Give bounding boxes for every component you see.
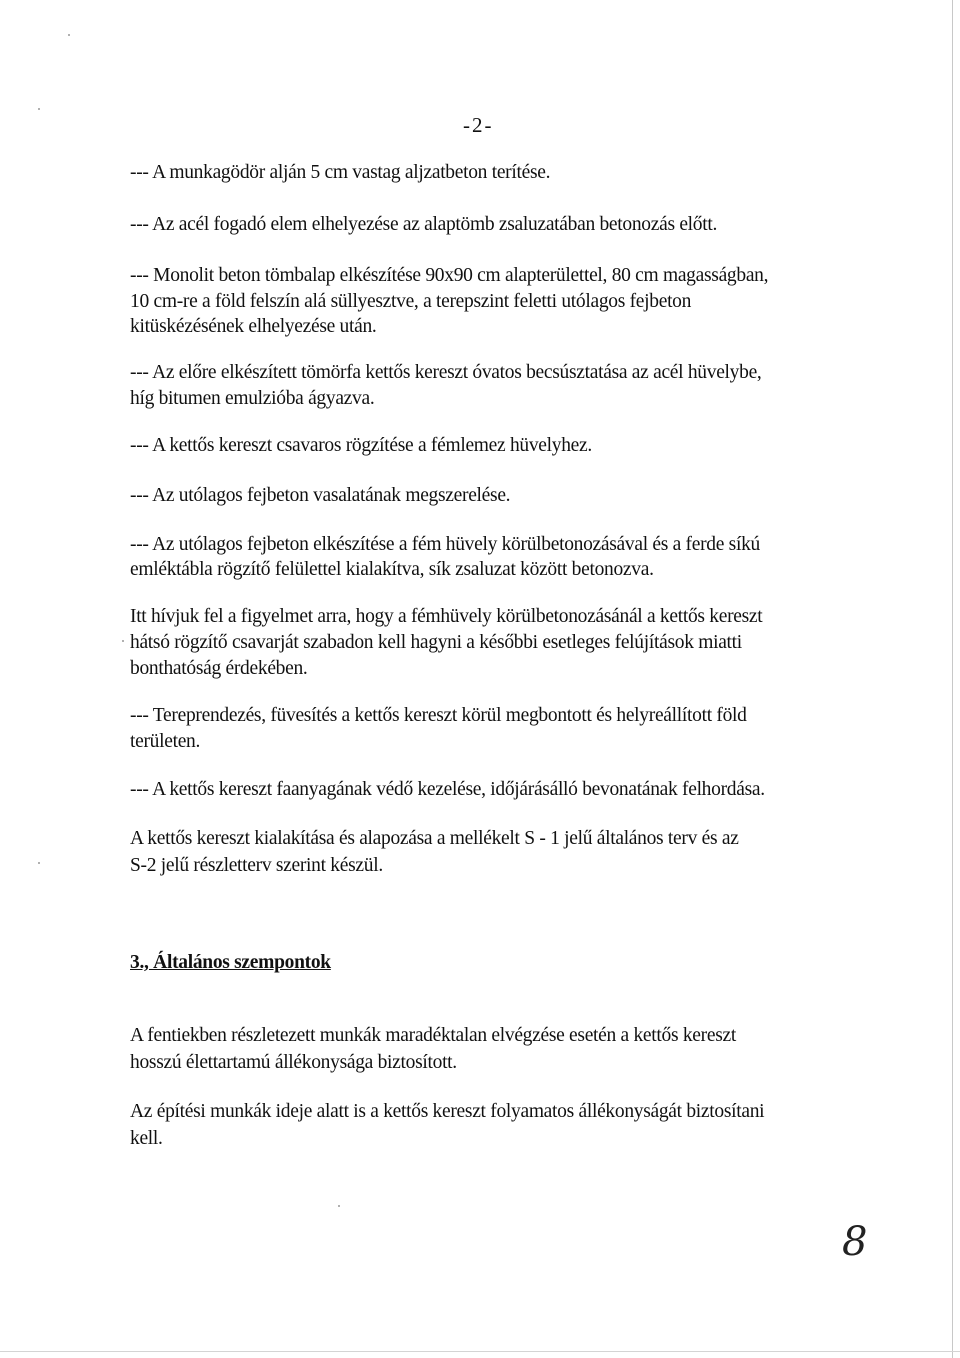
closing-paragraph: kell.: [130, 1128, 163, 1149]
handwritten-page-number: 8: [842, 1219, 868, 1265]
scan-speck: [38, 108, 40, 110]
list-item: --- A kettős kereszt csavaros rögzítése a fémlemez hüvelyhez.: [130, 435, 592, 456]
scan-speck: [122, 640, 124, 642]
scan-speck: [38, 862, 40, 864]
list-item: --- Az utólagos fejbeton vasalatának megszerelése.: [130, 485, 511, 506]
note-paragraph: Itt hívjuk fel a figyelmet arra, hogy a fémhüvely körülbetonozásánál a kettős kereszt: [130, 606, 763, 627]
list-item-continuation: területen.: [130, 731, 201, 752]
closing-paragraph: hosszú élettartamú állékonysága biztosított.: [130, 1052, 457, 1073]
reference-paragraph: S-2 jelű részletterv szerint készül.: [130, 855, 383, 876]
closing-paragraph: A fentiekben részletezett munkák maradéktalan elvégzése esetén a kettős kereszt: [130, 1025, 736, 1046]
list-item-continuation: 10 cm-re a föld felszín alá süllyesztve, a terepszint feletti utólagos fejbeton: [130, 291, 692, 312]
list-item-continuation: híg bitumen emulzióba ágyazva.: [130, 388, 375, 409]
scan-speck: [68, 34, 70, 36]
scan-edge-right: [952, 0, 953, 1358]
list-item: --- Az utólagos fejbeton elkészítése a fém hüvely körülbetonozásával és a ferde síkú: [130, 534, 760, 555]
note-paragraph: hátsó rögzítő csavarját szabadon kell hagyni a későbbi esetleges felújítások miatti: [130, 632, 742, 653]
closing-paragraph: Az építési munkák ideje alatt is a kettős kereszt folyamatos állékonyságát biztosítani: [130, 1101, 765, 1122]
list-item-continuation: kitüskézésének elhelyezése után.: [130, 316, 377, 337]
page-number: -2-: [463, 113, 494, 137]
list-item: --- Tereprendezés, füvesítés a kettős kereszt körül megbontott és helyreállított föld: [130, 705, 747, 726]
section-heading: 3., Általános szempontok: [130, 952, 331, 973]
list-item: --- A kettős kereszt faanyagának védő kezelése, időjárásálló bevonatának felhordása.: [130, 779, 765, 800]
list-item-continuation: emléktábla rögzítő felülettel kialakítva, sík zsaluzat között betonozva.: [130, 559, 654, 580]
list-item: --- A munkagödör alján 5 cm vastag aljzatbeton terítése.: [130, 162, 551, 183]
list-item: --- Az előre elkészített tömörfa kettős kereszt óvatos becsúsztatása az acél hüvelybe,: [130, 362, 762, 383]
list-item: --- Monolit beton tömbalap elkészítése 90x90 cm alapterülettel, 80 cm magasságban,: [130, 265, 769, 286]
scan-speck: [338, 1205, 340, 1207]
note-paragraph: bonthatóság érdekében.: [130, 658, 308, 679]
reference-paragraph: A kettős kereszt kialakítása és alapozása a mellékelt S - 1 jelű általános terv és az: [130, 828, 739, 849]
scan-edge-bottom: [0, 1351, 960, 1352]
list-item: --- Az acél fogadó elem elhelyezése az alaptömb zsaluzatában betonozás előtt.: [130, 214, 718, 235]
